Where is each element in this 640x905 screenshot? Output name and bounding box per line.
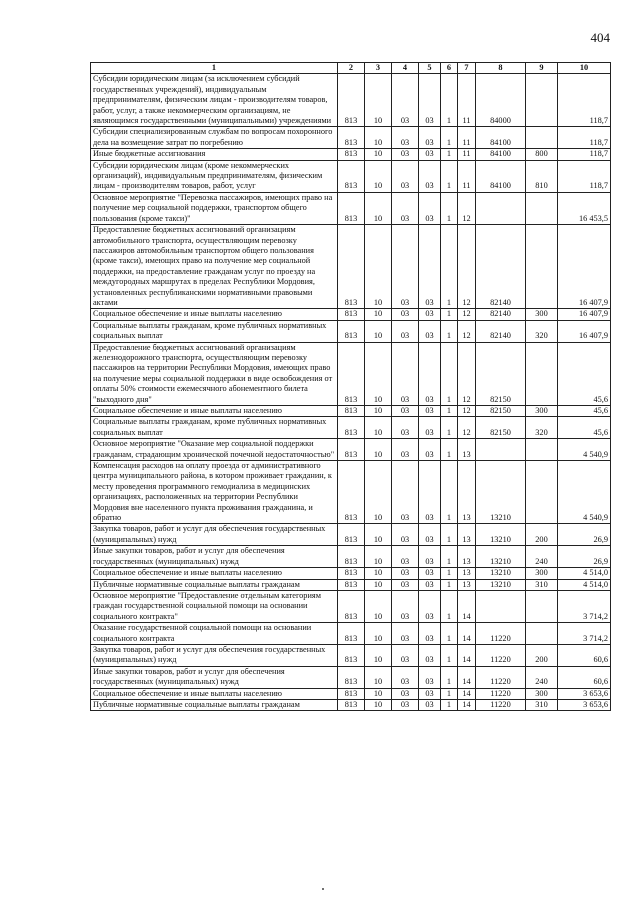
row-value-cell-c10: 4 540,9	[558, 439, 611, 461]
row-name-cell: Компенсация расходов на оплату проезда от административного центра муниципального района, в котором проживает гражданин, к месту проведения программного гемодиализа в медицинских организациях, расположенных на территории Республики Мордовия вне населенного пункта проживания гражданина, и обратно	[91, 461, 338, 524]
row-value-cell-c7: 14	[458, 623, 476, 645]
row-value-cell-c7: 12	[458, 417, 476, 439]
row-value-cell-c6: 1	[441, 590, 458, 622]
row-value-cell-c9	[526, 74, 558, 127]
row-value-cell-c10: 4 514,0	[558, 579, 611, 590]
table-row	[91, 546, 611, 568]
row-value-cell-c8: 13210	[476, 579, 526, 590]
row-value-cell-c8: 11220	[476, 666, 526, 688]
row-value-cell-c6: 1	[441, 74, 458, 127]
table-row	[91, 644, 611, 666]
row-value-cell-c10: 16 407,9	[558, 320, 611, 342]
row-value-cell-c4: 03	[392, 149, 419, 160]
row-value-cell-c9: 810	[526, 160, 558, 192]
row-value-cell-c6: 1	[441, 192, 458, 224]
row-value-cell-c2: 813	[338, 74, 365, 127]
row-value-cell-c5: 03	[419, 342, 441, 405]
row-value-cell-c4: 03	[392, 623, 419, 645]
column-header: 1	[91, 63, 338, 74]
table-body	[91, 74, 611, 711]
row-value-cell-c6: 1	[441, 461, 458, 524]
row-value-cell-c10: 45,6	[558, 342, 611, 405]
scan-speck	[322, 888, 324, 890]
row-value-cell-c6: 1	[441, 320, 458, 342]
row-value-cell-c8	[476, 439, 526, 461]
table-row	[91, 309, 611, 320]
row-value-cell-c2: 813	[338, 524, 365, 546]
row-value-cell-c3: 10	[365, 149, 392, 160]
row-value-cell-c2: 813	[338, 623, 365, 645]
row-value-cell-c5: 03	[419, 666, 441, 688]
row-value-cell-c2: 813	[338, 417, 365, 439]
row-value-cell-c3: 10	[365, 590, 392, 622]
row-value-cell-c4: 03	[392, 192, 419, 224]
row-value-cell-c9	[526, 590, 558, 622]
row-value-cell-c2: 813	[338, 699, 365, 710]
table-row	[91, 439, 611, 461]
row-value-cell-c2: 813	[338, 568, 365, 579]
row-value-cell-c8: 82140	[476, 225, 526, 309]
row-value-cell-c2: 813	[338, 192, 365, 224]
row-name-cell: Субсидии специализированным службам по вопросам похоронного дела на возмещение затрат по погребению	[91, 127, 338, 149]
row-value-cell-c7: 12	[458, 406, 476, 417]
row-value-cell-c7: 11	[458, 160, 476, 192]
row-value-cell-c3: 10	[365, 192, 392, 224]
row-name-cell: Предоставление бюджетных ассигнований организациям автомобильного транспорта, осуществляющим перевозку пассажиров автомобильным транспортом общего пользования (кроме такси), имеющих право на получение мер социальной поддержки, на предоставление гражданам услуг по проезду на междугородных маршрутах в пределах Республики Мордовия, установленных республиканскими нормативными правовыми актами	[91, 225, 338, 309]
row-name-cell: Закупка товаров, работ и услуг для обеспечения государственных (муниципальных) нужд	[91, 524, 338, 546]
row-value-cell-c3: 10	[365, 309, 392, 320]
row-name-cell: Социальные выплаты гражданам, кроме публичных нормативных социальных выплат	[91, 320, 338, 342]
row-value-cell-c9: 800	[526, 149, 558, 160]
row-value-cell-c3: 10	[365, 579, 392, 590]
table-row	[91, 579, 611, 590]
row-value-cell-c8: 84100	[476, 160, 526, 192]
row-value-cell-c8: 82140	[476, 309, 526, 320]
table-row	[91, 406, 611, 417]
row-value-cell-c5: 03	[419, 127, 441, 149]
row-name-cell: Предоставление бюджетных ассигнований организациям железнодорожного транспорта, осуществляющим перевозку пассажиров на территории Республики Мордовия, имеющих право на получение меры социальной поддержки в виде освобождения от оплаты 50% стоимости ежемесячного абонементного билета "выходного дня"	[91, 342, 338, 405]
row-value-cell-c4: 03	[392, 699, 419, 710]
row-value-cell-c4: 03	[392, 225, 419, 309]
table-row	[91, 320, 611, 342]
row-name-cell: Социальные выплаты гражданам, кроме публичных нормативных социальных выплат	[91, 417, 338, 439]
row-value-cell-c8: 13210	[476, 568, 526, 579]
row-value-cell-c3: 10	[365, 74, 392, 127]
row-value-cell-c4: 03	[392, 579, 419, 590]
row-name-cell: Публичные нормативные социальные выплаты гражданам	[91, 699, 338, 710]
row-value-cell-c6: 1	[441, 160, 458, 192]
row-value-cell-c7: 14	[458, 644, 476, 666]
row-value-cell-c5: 03	[419, 406, 441, 417]
row-value-cell-c5: 03	[419, 623, 441, 645]
row-value-cell-c6: 1	[441, 579, 458, 590]
row-value-cell-c9: 300	[526, 688, 558, 699]
row-value-cell-c10: 3 653,6	[558, 688, 611, 699]
row-name-cell: Социальное обеспечение и иные выплаты населению	[91, 309, 338, 320]
row-value-cell-c4: 03	[392, 546, 419, 568]
column-header: 9	[526, 63, 558, 74]
row-value-cell-c2: 813	[338, 309, 365, 320]
table-row	[91, 342, 611, 405]
row-value-cell-c9	[526, 342, 558, 405]
row-value-cell-c2: 813	[338, 149, 365, 160]
row-value-cell-c2: 813	[338, 342, 365, 405]
row-value-cell-c8: 13210	[476, 461, 526, 524]
row-value-cell-c6: 1	[441, 644, 458, 666]
row-value-cell-c3: 10	[365, 127, 392, 149]
row-value-cell-c4: 03	[392, 590, 419, 622]
row-value-cell-c6: 1	[441, 524, 458, 546]
row-value-cell-c2: 813	[338, 579, 365, 590]
row-name-cell: Субсидии юридическим лицам (кроме некоммерческих организаций), индивидуальным предпринимателям, физическим лицам - производителям товаров, работ, услуг	[91, 160, 338, 192]
budget-table	[90, 62, 611, 711]
row-value-cell-c10: 118,7	[558, 127, 611, 149]
row-value-cell-c3: 10	[365, 666, 392, 688]
row-value-cell-c10: 118,7	[558, 160, 611, 192]
row-value-cell-c10: 60,6	[558, 644, 611, 666]
row-name-cell: Оказание государственной социальной помощи на основании социального контракта	[91, 623, 338, 645]
column-header: 8	[476, 63, 526, 74]
row-value-cell-c9: 310	[526, 579, 558, 590]
row-value-cell-c8	[476, 192, 526, 224]
row-value-cell-c5: 03	[419, 74, 441, 127]
row-name-cell: Социальное обеспечение и иные выплаты населению	[91, 688, 338, 699]
row-value-cell-c10: 4 540,9	[558, 461, 611, 524]
row-value-cell-c8: 13210	[476, 546, 526, 568]
row-value-cell-c9: 240	[526, 546, 558, 568]
row-value-cell-c7: 13	[458, 546, 476, 568]
table-row	[91, 192, 611, 224]
row-value-cell-c2: 813	[338, 160, 365, 192]
row-value-cell-c5: 03	[419, 309, 441, 320]
table-row	[91, 417, 611, 439]
row-value-cell-c4: 03	[392, 688, 419, 699]
column-header: 2	[338, 63, 365, 74]
row-value-cell-c3: 10	[365, 225, 392, 309]
row-value-cell-c8: 84100	[476, 127, 526, 149]
row-value-cell-c3: 10	[365, 342, 392, 405]
row-value-cell-c9: 320	[526, 320, 558, 342]
row-value-cell-c7: 12	[458, 225, 476, 309]
row-value-cell-c4: 03	[392, 127, 419, 149]
row-value-cell-c4: 03	[392, 74, 419, 127]
row-value-cell-c6: 1	[441, 546, 458, 568]
row-value-cell-c5: 03	[419, 688, 441, 699]
table-row	[91, 524, 611, 546]
row-value-cell-c6: 1	[441, 149, 458, 160]
column-header: 10	[558, 63, 611, 74]
row-value-cell-c2: 813	[338, 590, 365, 622]
row-value-cell-c3: 10	[365, 688, 392, 699]
row-value-cell-c2: 813	[338, 127, 365, 149]
row-value-cell-c7: 14	[458, 666, 476, 688]
table-row	[91, 74, 611, 127]
row-value-cell-c7: 12	[458, 320, 476, 342]
row-value-cell-c9: 300	[526, 309, 558, 320]
row-value-cell-c7: 14	[458, 699, 476, 710]
row-name-cell: Основное мероприятие "Перевозка пассажиров, имеющих право на получение мер социальной поддержки, транспортом общего пользования (кроме такси)"	[91, 192, 338, 224]
row-value-cell-c5: 03	[419, 461, 441, 524]
row-value-cell-c6: 1	[441, 225, 458, 309]
row-value-cell-c8: 11220	[476, 644, 526, 666]
row-value-cell-c10: 16 407,9	[558, 225, 611, 309]
row-value-cell-c9	[526, 439, 558, 461]
row-name-cell: Субсидии юридическим лицам (за исключением субсидий государственных учреждений), индивидуальным предпринимателям, физическим лицам - производителям товаров, работ, услуг, а также некоммерческим организациям, не являющимся государственными (муниципальными) учреждениями	[91, 74, 338, 127]
row-value-cell-c5: 03	[419, 320, 441, 342]
row-value-cell-c8	[476, 590, 526, 622]
table-row	[91, 568, 611, 579]
row-value-cell-c3: 10	[365, 524, 392, 546]
row-name-cell: Закупка товаров, работ и услуг для обеспечения государственных (муниципальных) нужд	[91, 644, 338, 666]
row-value-cell-c9: 200	[526, 644, 558, 666]
row-name-cell: Публичные нормативные социальные выплаты гражданам	[91, 579, 338, 590]
row-value-cell-c8: 82150	[476, 417, 526, 439]
row-value-cell-c7: 13	[458, 524, 476, 546]
row-value-cell-c9	[526, 461, 558, 524]
row-value-cell-c9	[526, 192, 558, 224]
row-name-cell: Основное мероприятие "Оказание мер социальной поддержки гражданам, страдающим хронической почечной недостаточностью"	[91, 439, 338, 461]
row-value-cell-c4: 03	[392, 666, 419, 688]
row-value-cell-c3: 10	[365, 623, 392, 645]
row-value-cell-c3: 10	[365, 160, 392, 192]
column-header: 6	[441, 63, 458, 74]
row-value-cell-c6: 1	[441, 439, 458, 461]
row-value-cell-c9: 200	[526, 524, 558, 546]
row-value-cell-c4: 03	[392, 406, 419, 417]
row-value-cell-c9: 310	[526, 699, 558, 710]
row-value-cell-c8: 82150	[476, 406, 526, 417]
table-row	[91, 688, 611, 699]
row-value-cell-c3: 10	[365, 699, 392, 710]
row-value-cell-c8: 82140	[476, 320, 526, 342]
row-name-cell: Социальное обеспечение и иные выплаты населению	[91, 406, 338, 417]
row-value-cell-c7: 13	[458, 579, 476, 590]
row-value-cell-c5: 03	[419, 579, 441, 590]
row-value-cell-c6: 1	[441, 309, 458, 320]
row-value-cell-c10: 45,6	[558, 417, 611, 439]
row-value-cell-c10: 4 514,0	[558, 568, 611, 579]
row-value-cell-c6: 1	[441, 699, 458, 710]
row-value-cell-c9: 300	[526, 406, 558, 417]
row-value-cell-c5: 03	[419, 524, 441, 546]
row-value-cell-c10: 60,6	[558, 666, 611, 688]
row-value-cell-c5: 03	[419, 439, 441, 461]
row-value-cell-c7: 11	[458, 149, 476, 160]
row-value-cell-c5: 03	[419, 568, 441, 579]
row-value-cell-c9: 320	[526, 417, 558, 439]
row-value-cell-c7: 12	[458, 309, 476, 320]
row-value-cell-c5: 03	[419, 149, 441, 160]
row-value-cell-c9	[526, 225, 558, 309]
row-value-cell-c10: 16 453,5	[558, 192, 611, 224]
table-row	[91, 127, 611, 149]
row-value-cell-c2: 813	[338, 461, 365, 524]
row-value-cell-c5: 03	[419, 644, 441, 666]
column-header: 4	[392, 63, 419, 74]
row-value-cell-c10: 16 407,9	[558, 309, 611, 320]
row-value-cell-c2: 813	[338, 688, 365, 699]
row-value-cell-c7: 13	[458, 461, 476, 524]
row-value-cell-c4: 03	[392, 309, 419, 320]
row-name-cell: Иные закупки товаров, работ и услуг для обеспечения государственных (муниципальных) нужд	[91, 546, 338, 568]
row-value-cell-c4: 03	[392, 342, 419, 405]
row-value-cell-c5: 03	[419, 192, 441, 224]
row-value-cell-c10: 3 653,6	[558, 699, 611, 710]
column-header: 5	[419, 63, 441, 74]
row-value-cell-c3: 10	[365, 461, 392, 524]
row-value-cell-c9	[526, 623, 558, 645]
row-value-cell-c4: 03	[392, 644, 419, 666]
row-value-cell-c8: 82150	[476, 342, 526, 405]
row-value-cell-c5: 03	[419, 699, 441, 710]
row-value-cell-c10: 45,6	[558, 406, 611, 417]
row-value-cell-c3: 10	[365, 417, 392, 439]
page-number: 404	[590, 30, 610, 45]
row-value-cell-c6: 1	[441, 623, 458, 645]
row-name-cell: Социальное обеспечение и иные выплаты населению	[91, 568, 338, 579]
row-value-cell-c2: 813	[338, 406, 365, 417]
table-row	[91, 160, 611, 192]
row-value-cell-c8: 11220	[476, 688, 526, 699]
table-row	[91, 666, 611, 688]
row-value-cell-c6: 1	[441, 688, 458, 699]
row-value-cell-c7: 11	[458, 127, 476, 149]
row-value-cell-c10: 26,9	[558, 546, 611, 568]
table-row	[91, 461, 611, 524]
row-value-cell-c10: 26,9	[558, 524, 611, 546]
row-value-cell-c8: 13210	[476, 524, 526, 546]
row-value-cell-c3: 10	[365, 406, 392, 417]
row-value-cell-c6: 1	[441, 666, 458, 688]
column-header: 7	[458, 63, 476, 74]
row-name-cell: Иные бюджетные ассигнования	[91, 149, 338, 160]
row-value-cell-c10: 118,7	[558, 74, 611, 127]
row-value-cell-c7: 12	[458, 192, 476, 224]
row-value-cell-c4: 03	[392, 160, 419, 192]
row-value-cell-c7: 13	[458, 439, 476, 461]
table-row	[91, 699, 611, 710]
table-header-row	[91, 63, 611, 74]
column-header: 3	[365, 63, 392, 74]
row-value-cell-c9: 240	[526, 666, 558, 688]
row-value-cell-c9: 300	[526, 568, 558, 579]
table-row	[91, 225, 611, 309]
row-value-cell-c4: 03	[392, 524, 419, 546]
row-value-cell-c4: 03	[392, 568, 419, 579]
row-value-cell-c5: 03	[419, 546, 441, 568]
row-value-cell-c2: 813	[338, 320, 365, 342]
row-value-cell-c2: 813	[338, 225, 365, 309]
row-value-cell-c2: 813	[338, 644, 365, 666]
row-value-cell-c8: 11220	[476, 623, 526, 645]
row-value-cell-c7: 14	[458, 590, 476, 622]
row-value-cell-c4: 03	[392, 461, 419, 524]
row-value-cell-c7: 14	[458, 688, 476, 699]
table-row	[91, 623, 611, 645]
row-value-cell-c3: 10	[365, 644, 392, 666]
row-value-cell-c4: 03	[392, 439, 419, 461]
row-value-cell-c6: 1	[441, 406, 458, 417]
row-value-cell-c5: 03	[419, 225, 441, 309]
row-value-cell-c9	[526, 127, 558, 149]
row-name-cell: Иные закупки товаров, работ и услуг для обеспечения государственных (муниципальных) нужд	[91, 666, 338, 688]
row-value-cell-c7: 11	[458, 74, 476, 127]
row-name-cell: Основное мероприятие "Предоставление отдельным категориям граждан государственной социальной помощи на основании социального контракта"	[91, 590, 338, 622]
row-value-cell-c3: 10	[365, 320, 392, 342]
row-value-cell-c8: 84000	[476, 74, 526, 127]
row-value-cell-c2: 813	[338, 546, 365, 568]
row-value-cell-c4: 03	[392, 320, 419, 342]
row-value-cell-c7: 12	[458, 342, 476, 405]
row-value-cell-c6: 1	[441, 568, 458, 579]
row-value-cell-c7: 13	[458, 568, 476, 579]
row-value-cell-c3: 10	[365, 546, 392, 568]
row-value-cell-c5: 03	[419, 417, 441, 439]
table-row	[91, 590, 611, 622]
row-value-cell-c3: 10	[365, 568, 392, 579]
row-value-cell-c10: 3 714,2	[558, 623, 611, 645]
row-value-cell-c2: 813	[338, 439, 365, 461]
row-value-cell-c5: 03	[419, 590, 441, 622]
row-value-cell-c6: 1	[441, 127, 458, 149]
row-value-cell-c6: 1	[441, 417, 458, 439]
row-value-cell-c8: 11220	[476, 699, 526, 710]
row-value-cell-c6: 1	[441, 342, 458, 405]
table-row	[91, 149, 611, 160]
row-value-cell-c10: 3 714,2	[558, 590, 611, 622]
row-value-cell-c3: 10	[365, 439, 392, 461]
row-value-cell-c8: 84100	[476, 149, 526, 160]
row-value-cell-c4: 03	[392, 417, 419, 439]
row-value-cell-c5: 03	[419, 160, 441, 192]
row-value-cell-c2: 813	[338, 666, 365, 688]
row-value-cell-c10: 118,7	[558, 149, 611, 160]
